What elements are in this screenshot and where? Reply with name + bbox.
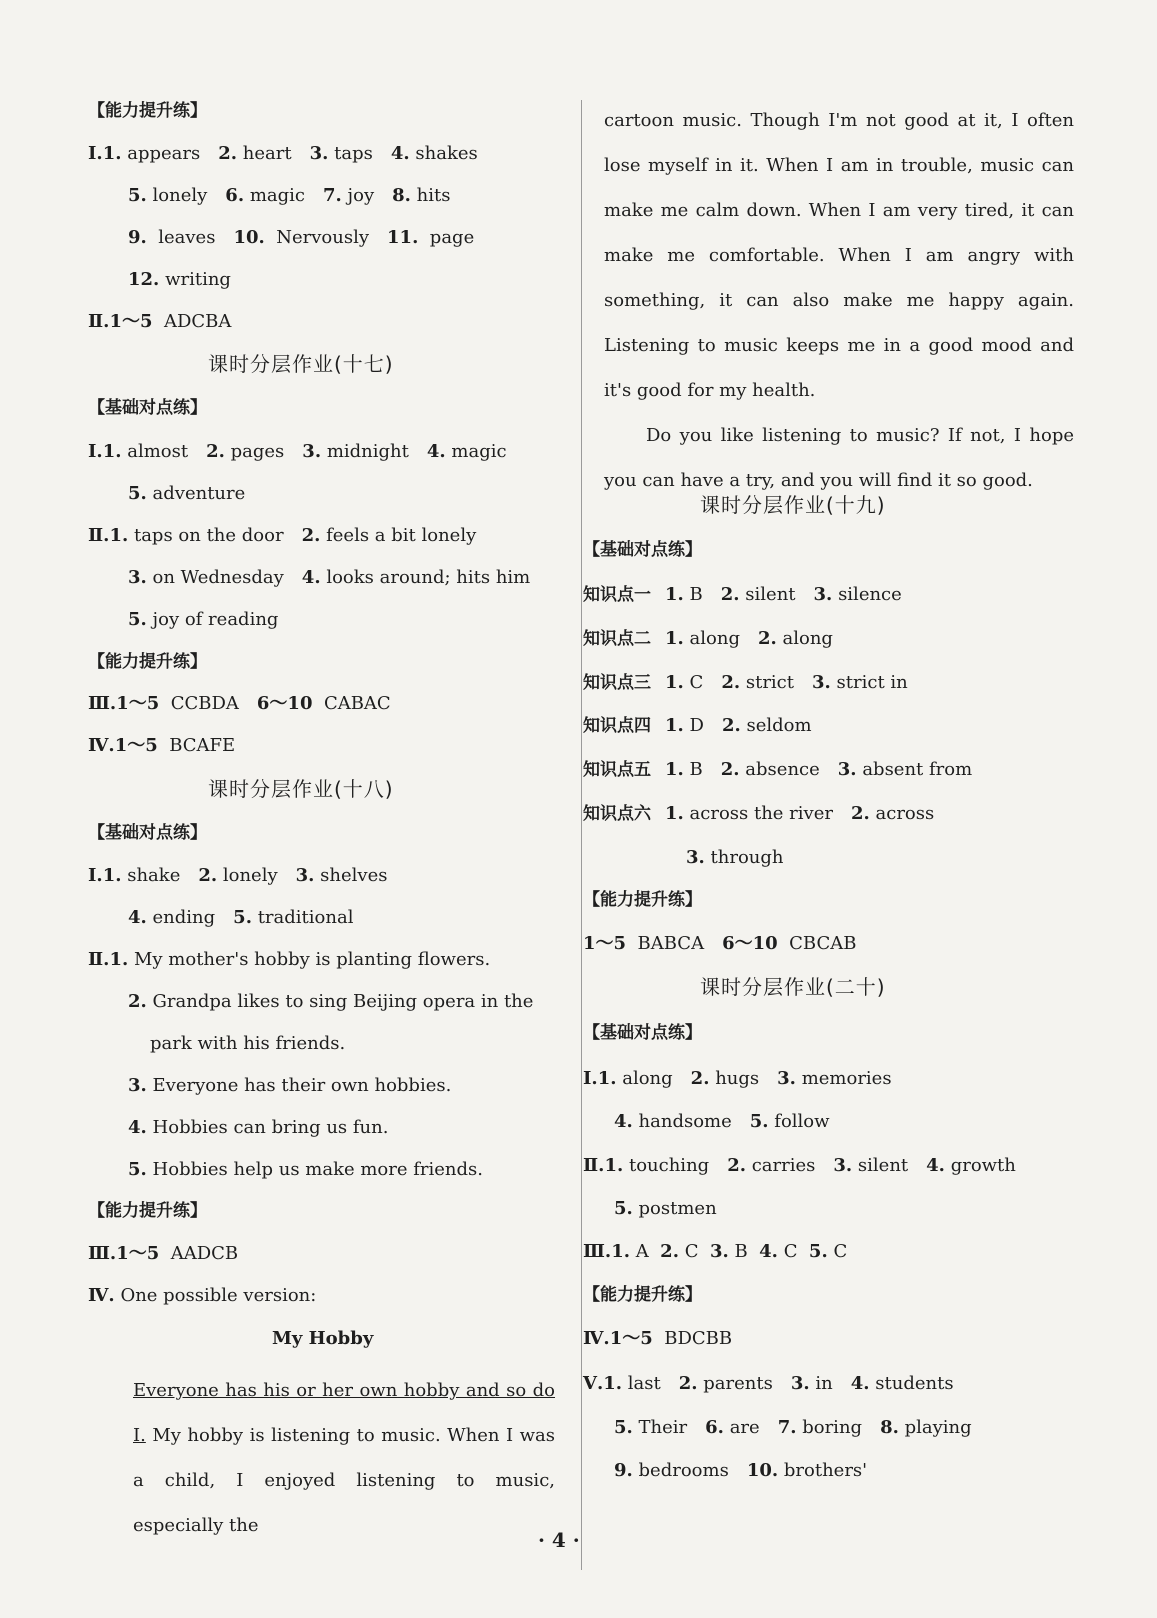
answer-line: 12. writing [128, 269, 231, 290]
answer-line: Ⅳ. One possible version: [88, 1285, 317, 1306]
essay-continuation: cartoon music. Though I'm not good at it, I often lose myself in it. When I am in trouble, music can make me calm down. When I am very tired, it can make me comfortable. When I am angry with something, it can also make me happy again. Listening to music keeps me in a good mood and it's good for my health. Do you like listening to music? If not, I hope you can have a try, and you will find it so good. [604, 110, 1074, 491]
answer-line: Ⅰ.1. almost 2. pages 3. midnight 4. magic [88, 441, 507, 462]
answer-line: Ⅰ.1. appears 2. heart 3. taps 4. shakes [88, 143, 478, 164]
answer-line: Ⅲ.1～5 AADCB [88, 1243, 239, 1264]
knowledge-point-line: 知识点一 1. B 2. silent 3. silence [583, 584, 902, 605]
section-heading: 【能力提升练】 [88, 1201, 207, 1221]
lesson-title: 课时分层作业(二十) [700, 975, 886, 999]
section-heading: 【基础对点练】 [583, 540, 702, 560]
knowledge-point-line: 知识点五 1. B 2. absence 3. absent from [583, 759, 973, 780]
lesson-title: 课时分层作业(十七) [208, 352, 394, 376]
essay-paragraph: Everyone has his or her own hobby and so do I. My hobby is listening to music. When I was a child, I enjoyed listening to music, especially the [133, 1380, 555, 1536]
answer-line: Ⅳ.1～5 BDCBB [583, 1328, 733, 1349]
section-heading: 【能力提升练】 [583, 890, 702, 910]
essay-underlined-sentence: Everyone has his or her own hobby and so do I. [133, 1380, 555, 1446]
answer-line: Ⅲ.1～5 CCBDA 6～10 CABAC [88, 693, 391, 714]
section-heading: 【能力提升练】 [88, 101, 207, 121]
page-number: · 4 · [538, 1528, 580, 1552]
knowledge-point-line: 知识点四 1. D 2. seldom [583, 715, 812, 736]
answer-line: 2. Grandpa likes to sing Beijing opera in the [128, 991, 534, 1012]
answer-line: 9. leaves 10. Nervously 11. page [128, 227, 475, 248]
answer-line: 5. joy of reading [128, 609, 279, 630]
essay-title: My Hobby [272, 1328, 374, 1349]
answer-line: Ⅴ.1. last 2. parents 3. in 4. students [583, 1373, 954, 1394]
answer-line: Ⅰ.1. along 2. hugs 3. memories [583, 1068, 892, 1089]
answer-line: Ⅱ.1. My mother's hobby is planting flowers. [88, 949, 491, 970]
answer-line: 4. handsome 5. follow [614, 1111, 830, 1132]
answer-line: 1～5 BABCA 6～10 CBCAB [583, 933, 857, 954]
section-heading: 【能力提升练】 [583, 1285, 702, 1305]
answer-line: park with his friends. [150, 1033, 346, 1054]
answer-line: Ⅲ.1. A 2. C 3. B 4. C 5. C [583, 1241, 848, 1262]
lesson-title: 课时分层作业(十八) [208, 777, 394, 801]
section-heading: 【基础对点练】 [88, 823, 207, 843]
knowledge-point-line: 知识点六 1. across the river 2. across [583, 803, 935, 824]
answer-line: 4. Hobbies can bring us fun. [128, 1117, 389, 1138]
knowledge-point-line: 知识点二 1. along 2. along [583, 628, 833, 649]
answer-line: 5. adventure [128, 483, 246, 504]
answer-line: 3. Everyone has their own hobbies. [128, 1075, 452, 1096]
column-divider [581, 100, 582, 1570]
knowledge-point-line: 知识点三 1. C 2. strict 3. strict in [583, 672, 908, 693]
answer-line: 4. ending 5. traditional [128, 907, 354, 928]
answer-line: 5. Their 6. are 7. boring 8. playing [614, 1417, 972, 1438]
answer-line: 5. lonely 6. magic 7. joy 8. hits [128, 185, 451, 206]
answer-line: 3. on Wednesday 4. looks around; hits him [128, 567, 531, 588]
lesson-title: 课时分层作业(十九) [700, 493, 886, 517]
section-heading: 【能力提升练】 [88, 652, 207, 672]
answer-line: 9. bedrooms 10. brothers' [614, 1460, 868, 1481]
answer-line: Ⅰ.1. shake 2. lonely 3. shelves [88, 865, 388, 886]
section-heading: 【基础对点练】 [88, 398, 207, 418]
section-heading: 【基础对点练】 [583, 1023, 702, 1043]
answer-line: Ⅱ.1. touching 2. carries 3. silent 4. growth [583, 1155, 1016, 1176]
knowledge-point-line: 3. through [686, 847, 784, 868]
answer-line: Ⅱ.1～5 ADCBA [88, 311, 232, 332]
answer-line: Ⅳ.1～5 BCAFE [88, 735, 236, 756]
answer-line: 5. Hobbies help us make more friends. [128, 1159, 483, 1180]
answer-line: 5. postmen [614, 1198, 717, 1219]
answer-line: Ⅱ.1. taps on the door 2. feels a bit lonely [88, 525, 477, 546]
